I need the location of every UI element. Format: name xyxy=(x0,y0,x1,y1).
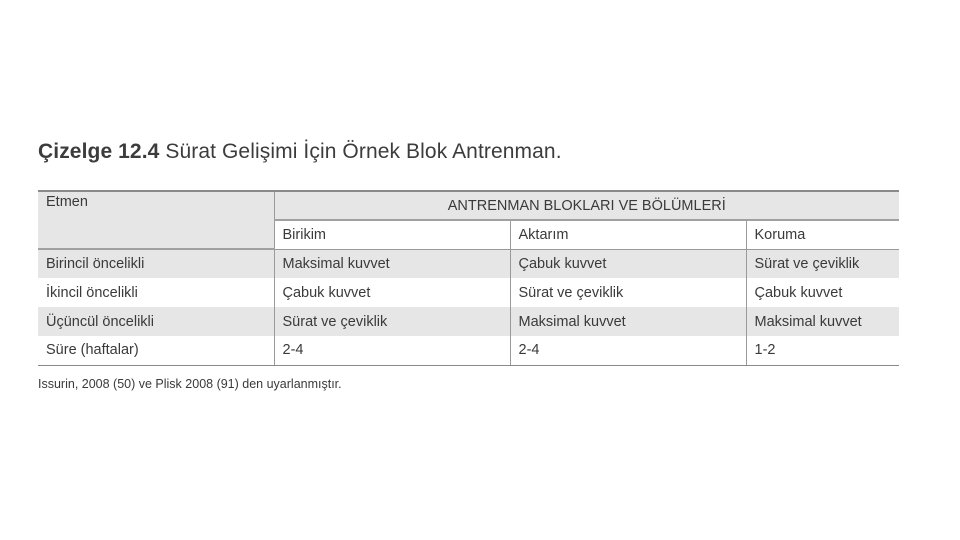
table-cell: Çabuk kuvvet xyxy=(746,278,899,307)
caption-title: Sürat Gelişimi İçin Örnek Blok Antrenman. xyxy=(165,140,562,163)
corner-header: Etmen xyxy=(38,191,274,249)
row-label: Üçüncül öncelikli xyxy=(38,307,274,336)
table-cell: Maksimal kuvvet xyxy=(746,307,899,336)
table-row xyxy=(38,336,899,365)
table-cell: 2-4 xyxy=(510,336,746,365)
row-label: Süre (haftalar) xyxy=(38,336,274,365)
table-caption xyxy=(38,140,562,164)
table-cell: Sürat ve çeviklik xyxy=(510,278,746,307)
row-label: Birincil öncelikli xyxy=(38,249,274,278)
table-cell: Sürat ve çeviklik xyxy=(274,307,510,336)
training-block-table xyxy=(38,190,899,366)
table-cell: Sürat ve çeviklik xyxy=(746,249,899,278)
table-cell: 2-4 xyxy=(274,336,510,365)
group-header: ANTRENMAN BLOKLARI VE BÖLÜMLERİ xyxy=(274,191,899,220)
caption-number: Çizelge 12.4 xyxy=(38,140,160,163)
table-row xyxy=(38,249,899,278)
column-header-birikim: Birikim xyxy=(274,220,510,249)
table-cell: Maksimal kuvvet xyxy=(274,249,510,278)
table-cell: Çabuk kuvvet xyxy=(274,278,510,307)
source-note: Issurin, 2008 (50) ve Plisk 2008 (91) den uyarlanmıştır. xyxy=(38,377,342,391)
table-row xyxy=(38,307,899,336)
table-cell: 1-2 xyxy=(746,336,899,365)
table-row xyxy=(38,278,899,307)
column-header-koruma: Koruma xyxy=(746,220,899,249)
table-cell: Çabuk kuvvet xyxy=(510,249,746,278)
table-header-row xyxy=(38,191,899,220)
column-header-aktarim: Aktarım xyxy=(510,220,746,249)
row-label: İkincil öncelikli xyxy=(46,284,138,301)
table-cell: Maksimal kuvvet xyxy=(510,307,746,336)
